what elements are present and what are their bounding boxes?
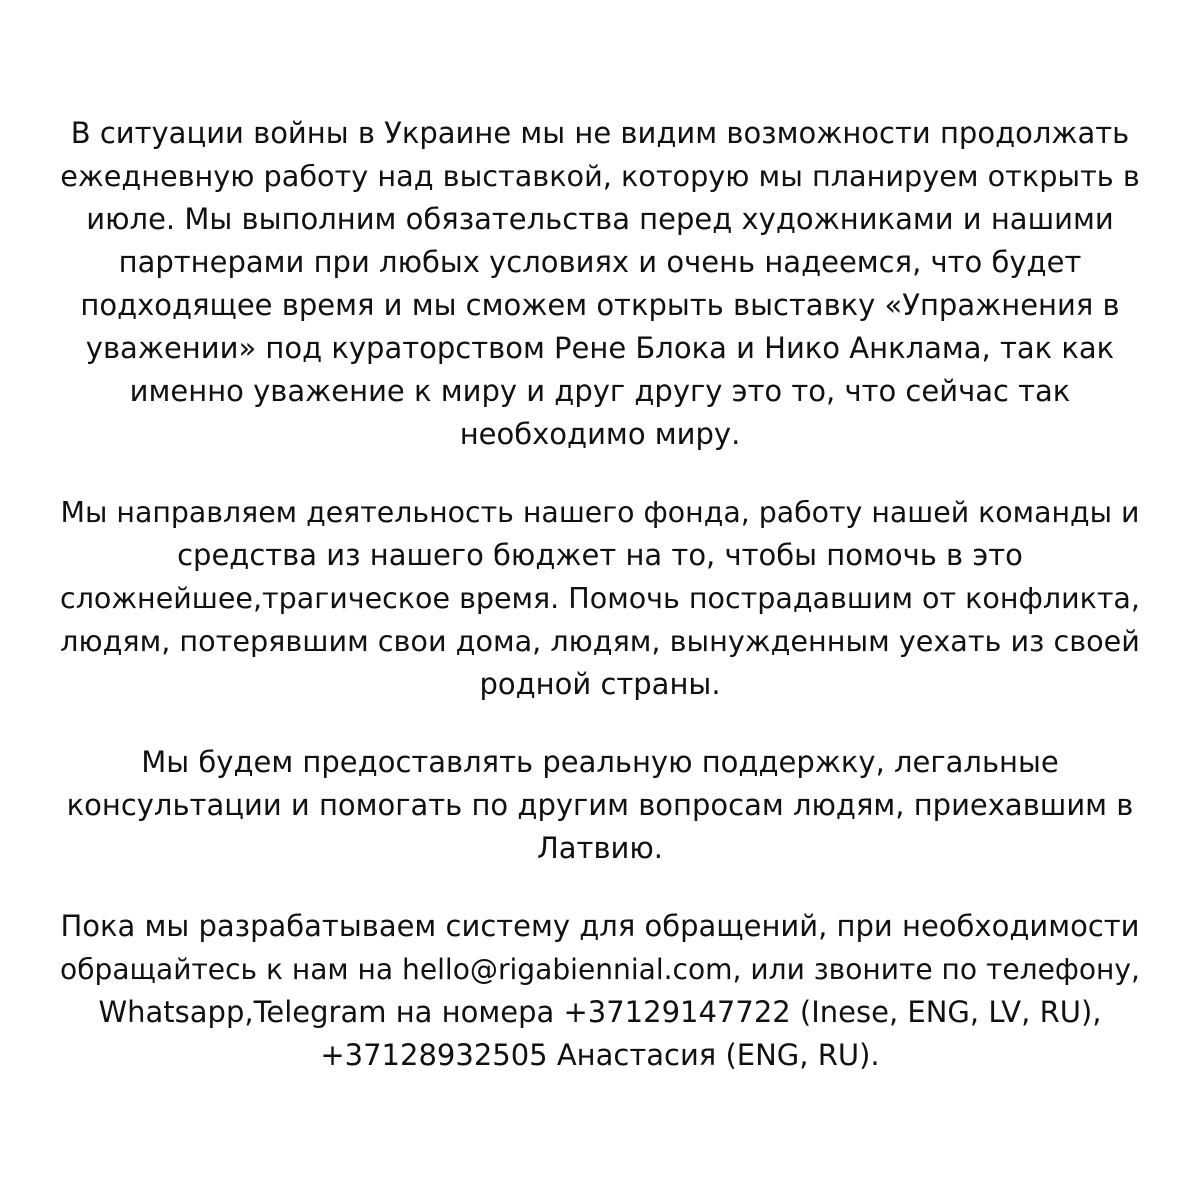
text-line: родной страны. — [479, 667, 721, 701]
paragraph-consultations — [60, 741, 1140, 870]
text-line: людям, потерявшим свои дома, людям, вынужденным уехать из своей — [60, 624, 1140, 658]
paragraph-contacts — [60, 905, 1140, 1077]
text-line: именно уважение к миру и друг другу это то, что сейчас так — [129, 374, 1071, 408]
text-line: обращайтесь к нам на hello@rigabiennial.com, или звоните по телефону, — [60, 953, 1140, 986]
statement-text — [60, 112, 1140, 1077]
text-line: партнерами при любых условиях и очень надеемся, что будет — [118, 245, 1082, 279]
text-line: средства из нашего бюджет на то, чтобы помочь в это — [177, 538, 1023, 572]
text-line: Пока мы разрабатываем систему для обращений, при необходимости — [60, 909, 1140, 943]
text-line: необходимо миру. — [459, 417, 741, 451]
text-line: Мы будем предоставлять реальную поддержку, легальные — [141, 745, 1059, 779]
text-line: консультации и помогать по другим вопросам людям, приехавшим в — [66, 788, 1134, 822]
text-line: июле. Мы выполним обязательства перед художниками и нашими — [86, 202, 1114, 236]
text-line: В ситуации войны в Украине мы не видим возможности продолжать — [70, 116, 1130, 150]
paragraph-foundation-support — [60, 491, 1140, 706]
text-line: Whatsapp,Telegram на номера +37129147722 (Inese, ENG, LV, RU), — [98, 995, 1102, 1029]
text-line: сложнейшее,трагическое время. Помочь пострадавшим от конфликта, — [60, 582, 1140, 615]
text-line: уважении» под кураторством Рене Блока и Нико Анклама, так как — [85, 331, 1115, 365]
paragraph-war-statement — [60, 112, 1140, 456]
text-line: подходящее время и мы сможем открыть выставку «Упражнения в — [80, 288, 1120, 322]
text-line: ежедневную работу над выставкой, которую мы планируем открыть в — [60, 159, 1140, 193]
text-line: Мы направляем деятельность нашего фонда, работу нашей команды и — [60, 496, 1140, 529]
text-line: +37128932505 Анастасия (ENG, RU). — [320, 1038, 880, 1072]
text-line: Латвию. — [536, 831, 664, 865]
